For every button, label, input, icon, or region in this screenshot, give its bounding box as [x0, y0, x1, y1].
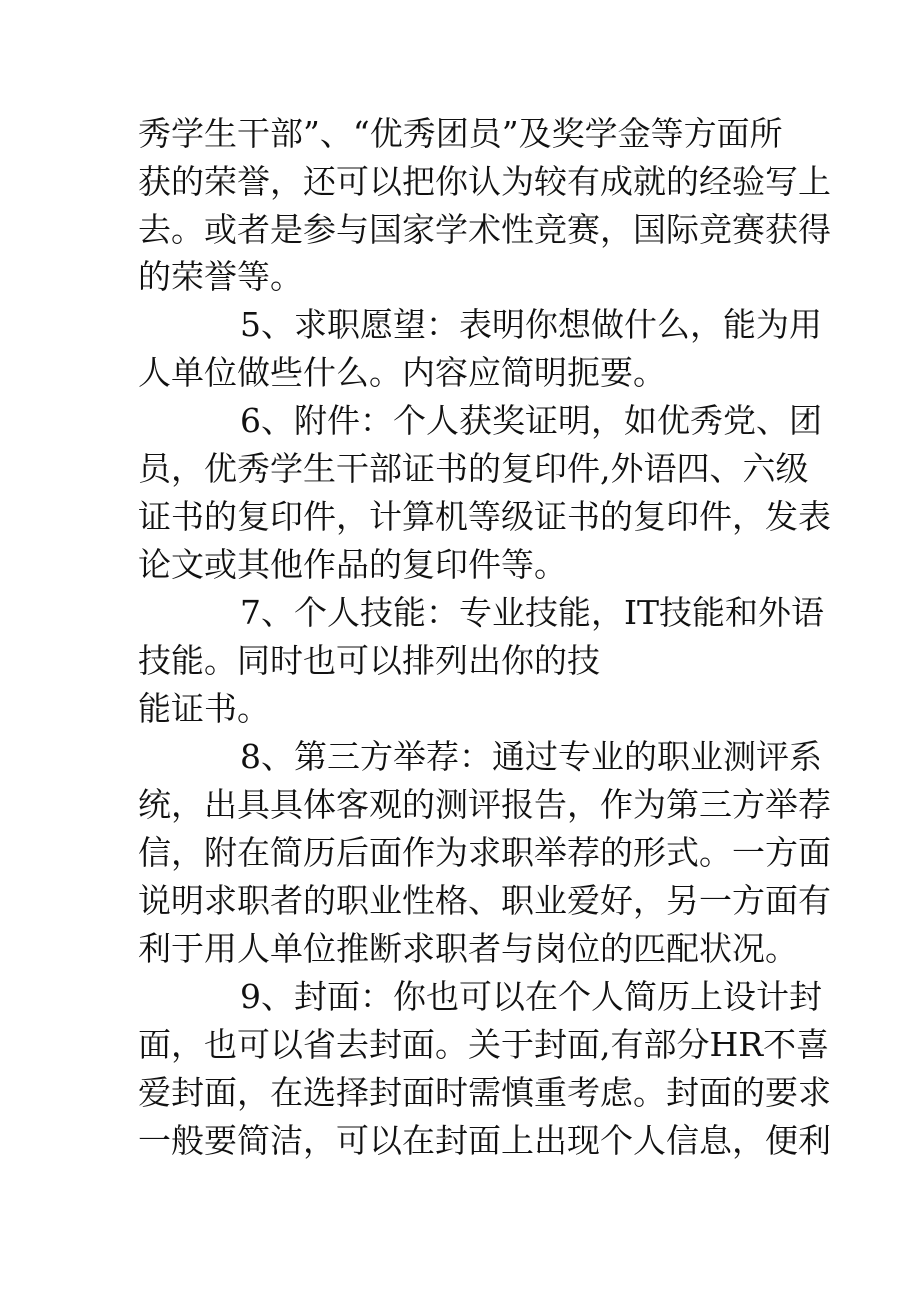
text-line: 去。或者是参与国家学术性竞赛，国际竞赛获得 [138, 210, 831, 249]
text-line: 技能。同时也可以排列出你的技 [138, 641, 600, 680]
text-line: 能证书。 [138, 689, 270, 728]
paragraph-heading-5: 5、求职愿望：表明你想做什么，能为用 [240, 305, 822, 344]
text-line: 爱封面，在选择封面时需慎重考虑。封面的要求 [138, 1073, 831, 1112]
paragraph-heading-8: 8、第三方举荐：通过专业的职业测评系 [240, 737, 822, 776]
text-line: 的荣誉等。 [138, 257, 303, 296]
text-line: 说明求职者的职业性格、职业爱好，另一方面有 [138, 881, 831, 920]
text-line: 一般要简洁，可以在封面上出现个人信息，便利 [138, 1121, 831, 1160]
text-line: 证书的复印件，计算机等级证书的复印件，发表 [138, 497, 831, 536]
text-line: 员，优秀学生干部证书的复印件,外语四、六级 [138, 449, 809, 488]
text-line: 获的荣誉，还可以把你认为较有成就的经验写上 [138, 162, 831, 201]
text-line: 面，也可以省去封面。关于封面,有部分HR不喜 [138, 1025, 830, 1064]
text-line: 信，附在简历后面作为求职举荐的形式。一方面 [138, 833, 831, 872]
text-line: 人单位做些什么。内容应简明扼要。 [138, 353, 666, 392]
paragraph-heading-7: 7、个人技能：专业技能，IT技能和外语 [240, 593, 825, 632]
text-line: 论文或其他作品的复印件等。 [138, 545, 567, 584]
paragraph-heading-6: 6、附件：个人获奖证明，如优秀党、团 [240, 401, 822, 440]
text-line: 统，出具具体客观的测评报告，作为第三方举荐 [138, 785, 831, 824]
text-line: 利于用人单位推断求职者与岗位的匹配状况。 [138, 929, 798, 968]
text-line: 秀学生干部”、“优秀团员”及奖学金等方面所 [138, 114, 783, 153]
paragraph-heading-9: 9、封面：你也可以在个人简历上设计封 [240, 977, 822, 1016]
